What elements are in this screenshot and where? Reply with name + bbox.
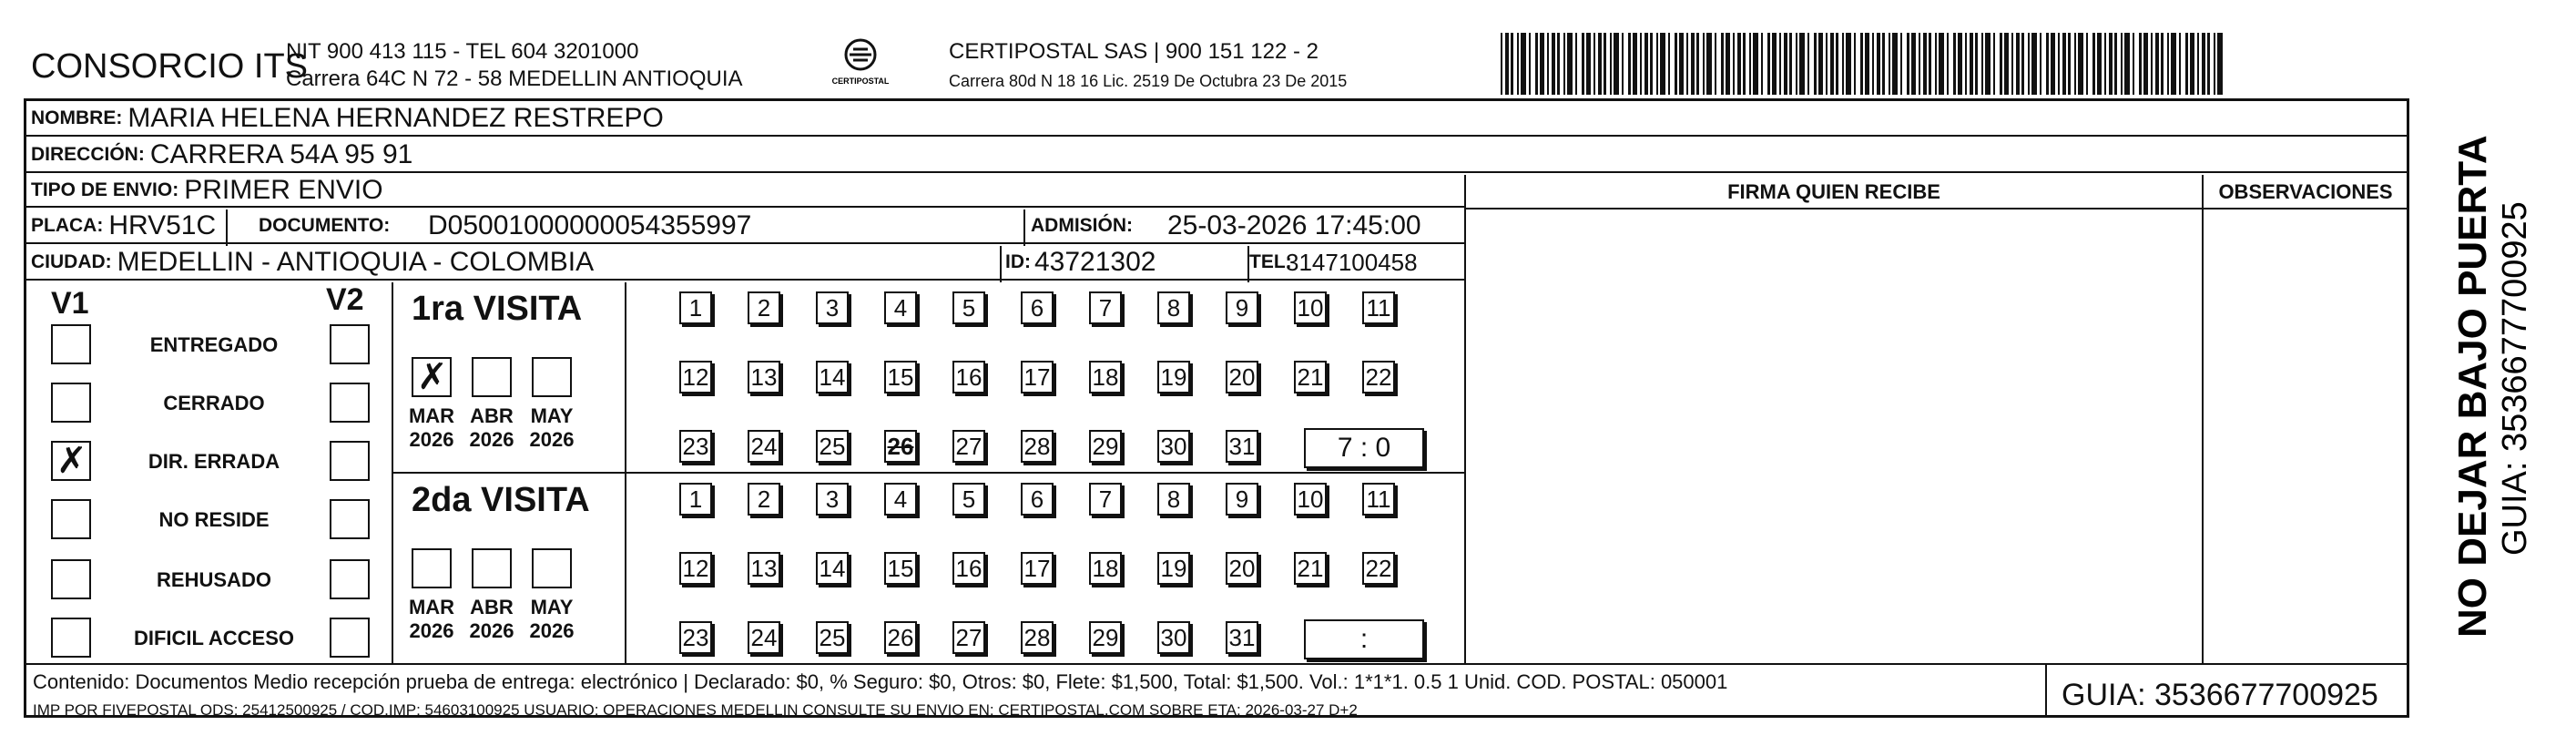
barcode-bar: [1628, 33, 1631, 95]
company-address: Carrera 64C N 72 - 58 MEDELLIN ANTIOQUIA: [286, 66, 743, 91]
day-checkbox[interactable]: 31: [1226, 621, 1258, 654]
check-mark: ✗: [417, 356, 448, 398]
barcode-bar: [1882, 33, 1885, 95]
city-value: MEDELLIN - ANTIOQUIA - COLOMBIA: [117, 247, 595, 277]
visit-title: 1ra VISITA: [412, 290, 583, 328]
barcode-bar: [1919, 33, 1920, 95]
day-checkbox[interactable]: 2: [748, 291, 780, 324]
barcode-bar: [1872, 33, 1874, 95]
v2-checkbox[interactable]: [330, 618, 370, 658]
day-checkbox[interactable]: 12: [679, 552, 712, 585]
barcode-bar: [1505, 33, 1509, 95]
plate-row: [25, 209, 1466, 244]
barcode-bar: [1691, 33, 1695, 95]
month-label: [524, 596, 579, 643]
barcode-bar: [1814, 33, 1817, 95]
barcode-bar: [1660, 33, 1665, 95]
no-leave-warning: NO DEJAR BAJO PUERTA: [2450, 135, 2495, 638]
barcode-bar: [2086, 33, 2088, 95]
day-checkbox[interactable]: 29: [1089, 621, 1122, 654]
month-checkbox[interactable]: [472, 548, 512, 588]
barcode-bar: [2040, 33, 2041, 95]
barcode-bar: [2097, 33, 2102, 95]
status-reason-label: CERRADO: [163, 392, 265, 414]
admission-divider: [1023, 209, 1025, 246]
observations-left-border: [2202, 175, 2204, 663]
v1-checkbox[interactable]: [51, 559, 91, 599]
day-checkbox[interactable]: 3: [816, 483, 849, 516]
barcode-bar: [1965, 33, 1967, 95]
document-label: DOCUMENTO:: [259, 215, 391, 236]
admission-value: 25-03-2026 17:45:00: [1167, 210, 1421, 240]
day-checkbox[interactable]: 18: [1089, 552, 1122, 585]
barcode-bar: [2021, 33, 2024, 95]
day-checkbox[interactable]: 14: [816, 361, 849, 393]
month-label: [404, 404, 459, 452]
barcode-bar: [2161, 33, 2164, 95]
barcode-bar: [1907, 33, 1909, 95]
barcode-bar: [1582, 33, 1584, 95]
tel-divider: [1247, 246, 1249, 282]
month-year: 2026: [409, 428, 454, 451]
day-checkbox[interactable]: 13: [748, 361, 780, 393]
day-checkbox[interactable]: 6: [1021, 483, 1054, 516]
day-checkbox[interactable]: 26: [884, 621, 917, 654]
barcode-bar: [1911, 33, 1916, 95]
barcode-bar: [1818, 33, 1823, 95]
address-label: DIRECCIÓN:: [31, 144, 145, 165]
day-checkbox[interactable]: 30: [1157, 430, 1190, 463]
barcode-bar: [2207, 33, 2210, 95]
month-year: 2026: [529, 619, 575, 642]
barcode-bar: [2004, 33, 2009, 95]
barcode-bar: [1767, 33, 1770, 95]
barcode-bar: [1686, 33, 1688, 95]
barcode-bar: [1749, 33, 1751, 95]
barcode-bar: [2167, 33, 2169, 95]
day-checkbox[interactable]: 19: [1157, 361, 1190, 393]
footer-guia-divider: [2045, 663, 2047, 718]
side-guia: GUIA: 3536677700925: [2496, 201, 2534, 556]
frame-right-edge: [2408, 100, 2409, 665]
barcode-bar: [1830, 33, 1834, 95]
send-type-label: TIPO DE ENVIO:: [31, 179, 179, 200]
day-checkbox[interactable]: 7: [1089, 483, 1122, 516]
barcode-bar: [1953, 33, 1956, 95]
month-name: MAR: [408, 596, 455, 618]
barcode-bar: [1598, 33, 1602, 95]
signature-header: FIRMA QUIEN RECIBE: [1727, 180, 1940, 203]
day-checkbox[interactable]: 6: [1021, 291, 1054, 324]
day-checkbox[interactable]: 4: [884, 291, 917, 324]
certipostal-logo: [824, 35, 897, 93]
barcode-bar: [1958, 33, 1962, 95]
v2-checkbox[interactable]: [330, 383, 370, 423]
barcode-bar: [1929, 33, 1931, 95]
day-checkbox[interactable]: 3: [816, 291, 849, 324]
visit-title: 2da VISITA: [412, 481, 590, 519]
visits-divider: [392, 472, 1464, 474]
day-checkbox[interactable]: 28: [1021, 430, 1054, 463]
day-checkbox[interactable]: 5: [952, 483, 985, 516]
footer-guia: GUIA: 3536677700925: [2062, 678, 2378, 712]
barcode-bar: [1563, 33, 1565, 95]
column-header-line: [1464, 208, 2408, 209]
address-row: [25, 138, 2409, 173]
day-checkbox[interactable]: 22: [1362, 552, 1395, 585]
v1-checkbox[interactable]: [51, 441, 91, 481]
barcode-bar: [1552, 33, 1555, 95]
day-checkbox[interactable]: 27: [952, 430, 985, 463]
barcode-bar: [2217, 33, 2223, 95]
barcode-bar: [1604, 33, 1606, 95]
day-checkbox[interactable]: 20: [1226, 361, 1258, 393]
day-checkbox[interactable]: 30: [1157, 621, 1190, 654]
barcode-bar: [2074, 33, 2076, 95]
nit-line: NIT 900 413 115 - TEL 604 3201000: [286, 39, 639, 64]
barcode-bar: [2139, 33, 2142, 95]
barcode-bar: [1721, 33, 1724, 95]
barcode-bar: [1668, 33, 1670, 95]
day-checkbox[interactable]: 26: [884, 430, 917, 463]
day-checkbox[interactable]: 17: [1021, 361, 1054, 393]
day-checkbox[interactable]: 5: [952, 291, 985, 324]
barcode-bar: [1846, 33, 1851, 95]
send-type-row: [25, 175, 1466, 208]
day-checkbox[interactable]: 8: [1157, 291, 1190, 324]
status-reason-label: REHUSADO: [157, 568, 271, 591]
day-checkbox[interactable]: 11: [1362, 483, 1395, 516]
day-checkbox[interactable]: 22: [1362, 361, 1395, 393]
barcode-bar: [1975, 33, 1978, 95]
month-label: [404, 596, 459, 643]
barcode-bar: [1593, 33, 1595, 95]
day-checkbox[interactable]: 29: [1089, 430, 1122, 463]
barcode-bar: [1575, 33, 1577, 95]
city-label: CIUDAD:: [31, 251, 112, 272]
day-checkbox[interactable]: 7: [1089, 291, 1122, 324]
barcode-bar: [1567, 33, 1573, 95]
barcode-bar: [1640, 33, 1642, 95]
footer-content-line: Contenido: Documentos Medio recepción prueba de entrega: electrónico | Declarado: $0, % Seguro: $0, Otros: $0, Flete: $1,500, Total: $1,500. Vol.: 1*1*1. 0.5 1 Unid. COD. POSTAL: 050001: [33, 670, 1728, 693]
barcode-bar: [1614, 33, 1619, 95]
plate-label: PLACA:: [31, 215, 104, 236]
day-checkbox[interactable]: 18: [1089, 361, 1122, 393]
company-name: CONSORCIO ITS: [31, 47, 309, 86]
barcode-bar: [1900, 33, 1902, 95]
logo-text: CERTIPOSTAL: [831, 77, 890, 86]
barcode-bar: [1656, 33, 1658, 95]
barcode-bar: [1842, 33, 1844, 95]
month-label: [464, 596, 519, 643]
day-checkbox[interactable]: 8: [1157, 483, 1190, 516]
month-name: ABR: [470, 596, 514, 618]
day-checkbox[interactable]: 16: [952, 361, 985, 393]
barcode-bar: [2179, 33, 2181, 95]
barcode-bar: [2062, 33, 2066, 95]
day-checkbox[interactable]: 10: [1294, 291, 1327, 324]
day-checkbox[interactable]: 9: [1226, 291, 1258, 324]
recipient-name: MARIA HELENA HERNANDEZ RESTREPO: [127, 103, 664, 133]
day-checkbox[interactable]: 14: [816, 552, 849, 585]
barcode-bar: [1789, 33, 1792, 95]
id-value: 43721302: [1034, 247, 1156, 277]
barcode-bar: [2185, 33, 2188, 95]
day-checkbox[interactable]: 13: [748, 552, 780, 585]
document-value: D05001000000054355997: [428, 210, 752, 240]
visit-time-field[interactable]: 7 : 0: [1304, 428, 1424, 468]
barcode-bar: [2214, 33, 2215, 95]
barcode-bar: [1622, 33, 1624, 95]
day-checkbox[interactable]: 23: [679, 621, 712, 654]
month-year: 2026: [529, 428, 575, 451]
barcode-bar: [1889, 33, 1890, 95]
month-checkbox[interactable]: [412, 357, 452, 397]
barcode-bar: [2046, 33, 2049, 95]
barcode-bar: [2104, 33, 2106, 95]
barcode-bar: [1836, 33, 1838, 95]
month-year: 2026: [469, 428, 514, 451]
day-checkbox[interactable]: 23: [679, 430, 712, 463]
barcode-bar: [2190, 33, 2194, 95]
barcode-bar: [1807, 33, 1809, 95]
city-row: [25, 246, 1466, 281]
barcode-bar: [1706, 33, 1712, 95]
barcode-bar: [2197, 33, 2199, 95]
barcode-bar: [2124, 33, 2130, 95]
barcode-bar: [1993, 33, 1995, 95]
month-checkbox[interactable]: [532, 357, 572, 397]
barcode-bar: [1935, 33, 1937, 95]
barcode-bar: [1644, 33, 1648, 95]
company-contact: [286, 38, 743, 93]
day-checkbox[interactable]: 17: [1021, 552, 1054, 585]
barcode-bar: [1650, 33, 1653, 95]
carrier-address: Carrera 80d N 18 16 Lic. 2519 De Octubra 23 De 2015: [949, 72, 1348, 90]
barcode-bar: [1547, 33, 1549, 95]
barcode-bar: [2000, 33, 2002, 95]
barcode-bar: [1784, 33, 1787, 95]
barcode-bar: [2121, 33, 2123, 95]
barcode-bar: [2143, 33, 2148, 95]
barcode-bar: [2016, 33, 2020, 95]
status-reason-label: DIR. ERRADA: [148, 450, 280, 473]
barcode-bar: [1799, 33, 1805, 95]
barcode: [1499, 33, 2227, 95]
day-checkbox[interactable]: 4: [884, 483, 917, 516]
barcode-bar: [1633, 33, 1637, 95]
v1-checkbox[interactable]: [51, 618, 91, 658]
v1-checkbox[interactable]: [51, 499, 91, 539]
barcode-bar: [1779, 33, 1781, 95]
day-checkbox[interactable]: 1: [679, 291, 712, 324]
status-reason-label: NO RESIDE: [158, 508, 270, 531]
day-checkbox[interactable]: 15: [884, 361, 917, 393]
barcode-bar: [2151, 33, 2153, 95]
barcode-bar: [1865, 33, 1869, 95]
barcode-bar: [1854, 33, 1856, 95]
day-checkbox[interactable]: 1: [679, 483, 712, 516]
barcode-bar: [2051, 33, 2055, 95]
barcode-bar: [1517, 33, 1519, 95]
v1-header: V1: [51, 286, 89, 321]
barcode-bar: [1753, 33, 1758, 95]
barcode-bar: [1529, 33, 1531, 95]
day-checkbox[interactable]: 11: [1362, 291, 1395, 324]
barcode-bar: [1511, 33, 1513, 95]
day-checkbox[interactable]: 2: [748, 483, 780, 516]
month-checkbox[interactable]: [532, 548, 572, 588]
month-name: MAY: [530, 596, 574, 618]
barcode-bar: [2068, 33, 2071, 95]
barcode-bar: [1860, 33, 1863, 95]
v2-checkbox[interactable]: [330, 441, 370, 481]
v2-checkbox[interactable]: [330, 559, 370, 599]
recipient-address: CARRERA 54A 95 91: [149, 139, 413, 169]
barcode-bar: [1939, 33, 1944, 95]
barcode-bar: [1675, 33, 1677, 95]
barcode-bar: [1970, 33, 1973, 95]
barcode-bar: [2028, 33, 2030, 95]
barcode-bar: [1726, 33, 1730, 95]
plate-divider: [226, 209, 228, 246]
observations-header: OBSERVACIONES: [2218, 180, 2393, 203]
day-checkbox[interactable]: 21: [1294, 361, 1327, 393]
barcode-bar: [2109, 33, 2113, 95]
day-checkbox[interactable]: 31: [1226, 430, 1258, 463]
barcode-bar: [1737, 33, 1741, 95]
barcode-bar: [2058, 33, 2060, 95]
day-checkbox[interactable]: 25: [816, 430, 849, 463]
v2-header: V2: [326, 282, 364, 317]
day-checkbox[interactable]: 9: [1226, 483, 1258, 516]
v2-checkbox[interactable]: [330, 499, 370, 539]
barcode-bar: [2092, 33, 2095, 95]
day-checkbox[interactable]: 16: [952, 552, 985, 585]
barcode-bar: [1696, 33, 1699, 95]
day-checkbox[interactable]: 10: [1294, 483, 1327, 516]
month-label: [464, 404, 519, 452]
status-reason-label: ENTREGADO: [149, 333, 279, 356]
barcode-bar: [1540, 33, 1544, 95]
barcode-bar: [1981, 33, 1983, 95]
barcode-bar: [1703, 33, 1705, 95]
barcode-bar: [1985, 33, 1991, 95]
month-label: [524, 404, 579, 452]
carrier-info: [949, 38, 1347, 95]
name-label: NOMBRE:: [31, 107, 123, 128]
day-checkbox[interactable]: 27: [952, 621, 985, 654]
footer-print-line: IMP POR FIVEPOSTAL ODS: 25412500925 / COD.IMP: 54603100925 USUARIO: OPERACIONES MEDELLIN CONSULTE SU ENVIO EN: CERTIPOSTAL.COM SOBRE ETA: 2026-03-27 D+2: [33, 701, 1358, 719]
day-checkbox[interactable]: 24: [748, 430, 780, 463]
month-checkbox[interactable]: [472, 357, 512, 397]
day-checkbox[interactable]: 25: [816, 621, 849, 654]
barcode-bar: [1535, 33, 1538, 95]
carrier-line: CERTIPOSTAL SAS | 900 151 122 - 2: [949, 39, 1319, 64]
month-year: 2026: [409, 619, 454, 642]
barcode-bar: [1733, 33, 1735, 95]
barcode-bar: [1501, 33, 1502, 95]
v2-checkbox[interactable]: [330, 324, 370, 364]
send-type: PRIMER ENVIO: [184, 175, 383, 205]
barcode-bar: [2114, 33, 2117, 95]
status-reason-label: DIFICIL ACCESO: [133, 627, 294, 649]
day-checkbox[interactable]: 12: [679, 361, 712, 393]
day-checkbox[interactable]: 21: [1294, 552, 1327, 585]
barcode-bar: [1947, 33, 1949, 95]
signature-left-border: [1464, 175, 1466, 663]
barcode-bar: [2011, 33, 2013, 95]
day-checkbox[interactable]: 19: [1157, 552, 1190, 585]
barcode-bar: [1877, 33, 1880, 95]
barcode-bar: [1892, 33, 1898, 95]
barcode-bar: [1610, 33, 1612, 95]
barcode-bar: [1586, 33, 1591, 95]
admission-label: ADMISIÓN:: [1031, 215, 1133, 236]
day-checkbox[interactable]: 15: [884, 552, 917, 585]
barcode-bar: [1743, 33, 1746, 95]
month-year: 2026: [469, 619, 514, 642]
footer-top-line: [25, 663, 2409, 665]
side-notice: [2413, 100, 2550, 647]
month-checkbox[interactable]: [412, 548, 452, 588]
tel-value: 3147100458: [1286, 248, 1418, 276]
barcode-bar: [1826, 33, 1828, 95]
barcode-bar: [1679, 33, 1684, 95]
day-checkbox[interactable]: 24: [748, 621, 780, 654]
barcode-bar: [1772, 33, 1777, 95]
barcode-bar: [1923, 33, 1927, 95]
check-mark: ✗: [56, 440, 87, 482]
v1-checkbox[interactable]: [51, 383, 91, 423]
barcode-bar: [2031, 33, 2037, 95]
barcode-bar: [1557, 33, 1560, 95]
day-checkbox[interactable]: 28: [1021, 621, 1054, 654]
name-row: [25, 102, 2409, 137]
barcode-bar: [1796, 33, 1797, 95]
month-name: MAR: [408, 404, 455, 427]
barcode-bar: [2133, 33, 2134, 95]
tel-label: TEL:: [1249, 251, 1292, 272]
month-name: MAY: [530, 404, 574, 427]
barcode-bar: [1715, 33, 1716, 95]
barcode-bar: [1761, 33, 1763, 95]
id-label: ID:: [1005, 251, 1031, 272]
barcode-bar: [1521, 33, 1526, 95]
day-checkbox[interactable]: 20: [1226, 552, 1258, 585]
barcode-bar: [2202, 33, 2205, 95]
month-name: ABR: [470, 404, 514, 427]
visit-time-field[interactable]: :: [1304, 619, 1424, 659]
id-divider: [1000, 246, 1002, 282]
barcode-bar: [2155, 33, 2159, 95]
plate-value: HRV51C: [108, 210, 217, 240]
barcode-bar: [2171, 33, 2176, 95]
v1-checkbox[interactable]: [51, 324, 91, 364]
barcode-bar: [2078, 33, 2083, 95]
